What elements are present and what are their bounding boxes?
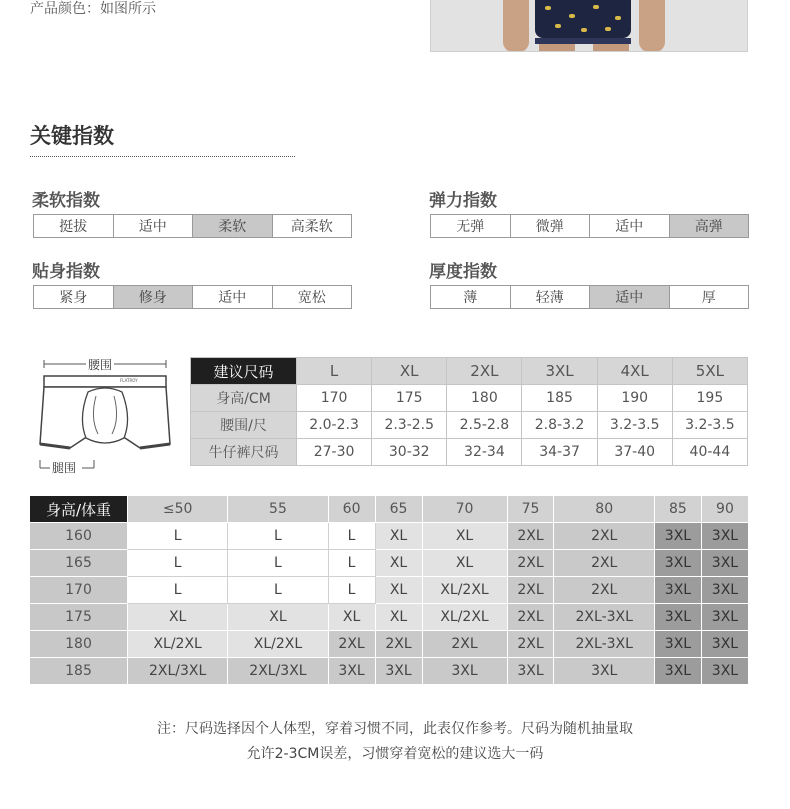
- size-note-line-1: 注：尺码选择因个人体型，穿着习惯不同，此表仅作参考。尺码为随机抽量取: [157, 721, 633, 737]
- row-header-cell: 腰围/尺: [191, 412, 297, 439]
- section-title: 关键指数: [30, 124, 114, 148]
- table-cell: 3XL: [701, 550, 748, 577]
- elasticity-label: 弹力指数: [429, 191, 497, 211]
- brand-text: FLATROY: [120, 378, 138, 383]
- table-cell: 190: [597, 385, 672, 412]
- table-cell: 3XL: [554, 658, 654, 685]
- table-header-cell: ≤50: [128, 496, 228, 523]
- table-cell: 2XL: [554, 550, 654, 577]
- table-cell: 30-32: [372, 439, 447, 466]
- underwear-diagram: [30, 348, 182, 476]
- softness-scale: [33, 214, 352, 238]
- table-row: [30, 577, 749, 604]
- table-cell: 170: [297, 385, 372, 412]
- table-cell: 2.5-2.8: [447, 412, 522, 439]
- table-cell: 3.2-3.5: [672, 412, 747, 439]
- table-cell: 3XL: [422, 658, 507, 685]
- table-cell: 2.8-3.2: [522, 412, 597, 439]
- table-row: [30, 523, 749, 550]
- table-header-cell: 5XL: [672, 358, 747, 385]
- table-cell: 2XL/3XL: [228, 658, 328, 685]
- table-cell: 3XL: [701, 523, 748, 550]
- table-cell: 2XL-3XL: [554, 604, 654, 631]
- table-cell: XL: [375, 550, 422, 577]
- size-recommendation-table: [190, 357, 748, 466]
- table-header-cell: 80: [554, 496, 654, 523]
- table-cell: 3XL: [654, 658, 701, 685]
- fit-option: 适中: [193, 286, 273, 308]
- table-cell: 32-34: [447, 439, 522, 466]
- table-cell: 3XL: [654, 631, 701, 658]
- thickness-option: 轻薄: [511, 286, 591, 308]
- product-photo: [430, 0, 748, 52]
- table-header-row: [30, 496, 749, 523]
- table-cell: 3XL: [701, 658, 748, 685]
- table-cell: 37-40: [597, 439, 672, 466]
- table-cell: L: [128, 577, 228, 604]
- table-cell: 2XL: [507, 604, 554, 631]
- table-header-cell: L: [297, 358, 372, 385]
- table-cell: 2XL: [422, 631, 507, 658]
- table-row: [30, 550, 749, 577]
- table-row: [30, 658, 749, 685]
- elasticity-option: 微弹: [511, 215, 591, 237]
- row-header-cell: 170: [30, 577, 128, 604]
- table-header-cell: 3XL: [522, 358, 597, 385]
- size-note-line-2: 允许2-3CM误差，习惯穿着宽松的建议选大一码: [246, 746, 544, 762]
- table-cell: 2XL: [507, 631, 554, 658]
- table-header-cell: 85: [654, 496, 701, 523]
- table-header-cell: 90: [701, 496, 748, 523]
- table-cell: 40-44: [672, 439, 747, 466]
- table-cell: 3XL: [375, 658, 422, 685]
- table-cell: 175: [372, 385, 447, 412]
- table-cell: 180: [447, 385, 522, 412]
- elasticity-option: 无弹: [431, 215, 511, 237]
- table-cell: L: [328, 523, 375, 550]
- table-cell: L: [328, 550, 375, 577]
- table-cell: 2XL: [507, 550, 554, 577]
- table-row: [191, 412, 748, 439]
- row-header-cell: 175: [30, 604, 128, 631]
- table-header-cell: 4XL: [597, 358, 672, 385]
- table-cell: 3XL: [654, 550, 701, 577]
- table-row: [191, 439, 748, 466]
- thickness-option: 厚: [670, 286, 749, 308]
- table-header-cell: 75: [507, 496, 554, 523]
- fit-option: 修身: [114, 286, 194, 308]
- table-header-cell: 身高/体重: [30, 496, 128, 523]
- table-cell: 3XL: [328, 658, 375, 685]
- product-color-text: 产品颜色：如图所示: [30, 1, 156, 17]
- fit-label: 贴身指数: [32, 262, 100, 282]
- thickness-option: 适中: [590, 286, 670, 308]
- row-header-cell: 185: [30, 658, 128, 685]
- table-cell: 2XL: [507, 523, 554, 550]
- table-cell: 185: [522, 385, 597, 412]
- softness-option: 挺拔: [34, 215, 114, 237]
- table-cell: 3XL: [507, 658, 554, 685]
- softness-option: 高柔软: [273, 215, 352, 237]
- table-cell: XL/2XL: [128, 631, 228, 658]
- thickness-label: 厚度指数: [429, 262, 497, 282]
- table-cell: L: [328, 577, 375, 604]
- table-cell: 2.0-2.3: [297, 412, 372, 439]
- table-header-cell: 建议尺码: [191, 358, 297, 385]
- table-cell: 34-37: [522, 439, 597, 466]
- table-cell: 2XL-3XL: [554, 631, 654, 658]
- table-cell: 3XL: [701, 631, 748, 658]
- table-cell: 3XL: [701, 577, 748, 604]
- row-header-cell: 165: [30, 550, 128, 577]
- elasticity-scale: [430, 214, 749, 238]
- fit-option: 紧身: [34, 286, 114, 308]
- table-cell: 3.2-3.5: [597, 412, 672, 439]
- table-cell: 3XL: [701, 604, 748, 631]
- table-header-cell: 2XL: [447, 358, 522, 385]
- fit-option: 宽松: [273, 286, 352, 308]
- table-cell: 2XL: [554, 577, 654, 604]
- table-row: [191, 385, 748, 412]
- leg-label: 腿围: [52, 461, 77, 475]
- table-cell: L: [228, 550, 328, 577]
- table-cell: XL/2XL: [422, 577, 507, 604]
- table-cell: 2XL: [507, 577, 554, 604]
- table-cell: 3XL: [654, 604, 701, 631]
- table-cell: XL: [422, 523, 507, 550]
- elasticity-option: 适中: [590, 215, 670, 237]
- table-header-row: [191, 358, 748, 385]
- table-cell: 2.3-2.5: [372, 412, 447, 439]
- fit-scale: [33, 285, 352, 309]
- table-header-cell: 65: [375, 496, 422, 523]
- thickness-scale: [430, 285, 749, 309]
- waist-label: 腰围: [88, 358, 113, 372]
- table-cell: L: [128, 523, 228, 550]
- row-header-cell: 身高/CM: [191, 385, 297, 412]
- table-cell: 2XL: [375, 631, 422, 658]
- table-cell: XL: [422, 550, 507, 577]
- table-cell: L: [228, 577, 328, 604]
- table-header-cell: 55: [228, 496, 328, 523]
- softness-option: 适中: [114, 215, 194, 237]
- table-cell: XL: [228, 604, 328, 631]
- table-header-cell: 60: [328, 496, 375, 523]
- thickness-option: 薄: [431, 286, 511, 308]
- table-cell: XL: [128, 604, 228, 631]
- table-cell: 195: [672, 385, 747, 412]
- table-cell: XL/2XL: [422, 604, 507, 631]
- softness-label: 柔软指数: [32, 191, 100, 211]
- table-header-cell: 70: [422, 496, 507, 523]
- elasticity-option: 高弹: [670, 215, 749, 237]
- table-cell: 27-30: [297, 439, 372, 466]
- table-cell: XL/2XL: [228, 631, 328, 658]
- height-weight-table: [29, 495, 749, 685]
- table-cell: XL: [375, 577, 422, 604]
- table-cell: XL: [375, 604, 422, 631]
- table-cell: L: [228, 523, 328, 550]
- table-cell: 2XL: [554, 523, 654, 550]
- table-cell: XL: [328, 604, 375, 631]
- title-divider: [30, 156, 295, 157]
- row-header-cell: 160: [30, 523, 128, 550]
- table-cell: L: [128, 550, 228, 577]
- table-cell: 2XL: [328, 631, 375, 658]
- row-header-cell: 牛仔裤尺码: [191, 439, 297, 466]
- table-row: [30, 631, 749, 658]
- table-cell: 2XL/3XL: [128, 658, 228, 685]
- table-row: [30, 604, 749, 631]
- softness-option: 柔软: [193, 215, 273, 237]
- row-header-cell: 180: [30, 631, 128, 658]
- table-cell: 3XL: [654, 523, 701, 550]
- table-cell: 3XL: [654, 577, 701, 604]
- table-header-cell: XL: [372, 358, 447, 385]
- table-cell: XL: [375, 523, 422, 550]
